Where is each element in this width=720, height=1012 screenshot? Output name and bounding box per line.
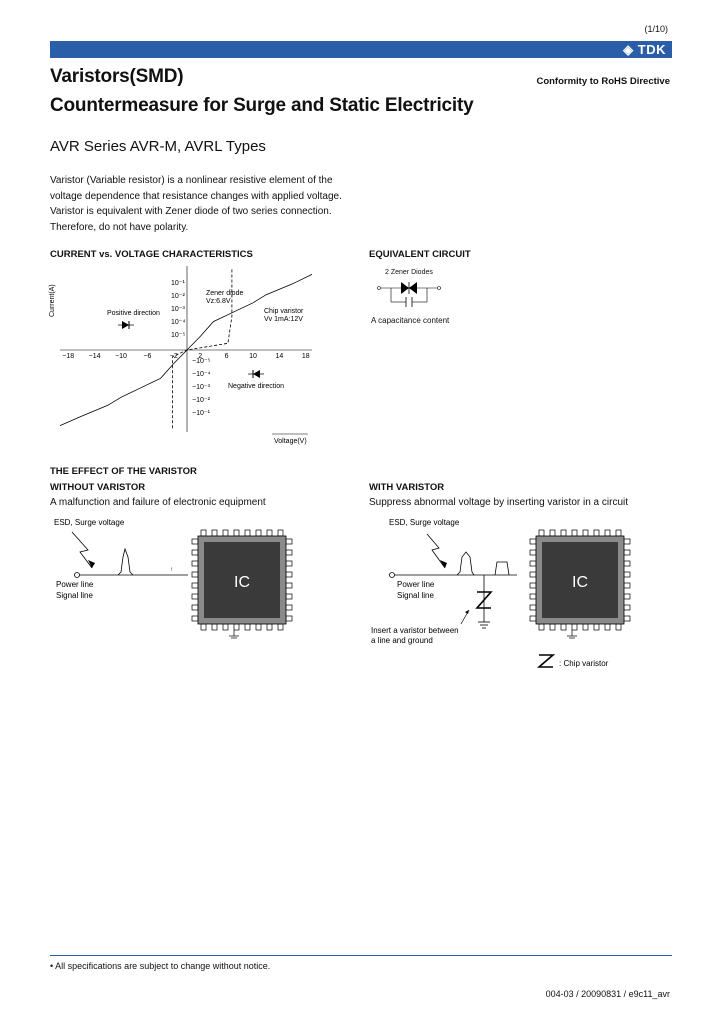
ic-pin: [605, 624, 610, 630]
y-tick: −10⁻⁵: [192, 358, 211, 365]
surge-bolt-icon: [72, 532, 92, 568]
clamped-pulse: [495, 562, 509, 575]
ic-pin: [192, 572, 198, 577]
ic-pin: [530, 572, 536, 577]
insert-varistor-line1: Insert a varistor between: [371, 626, 459, 635]
power-line-label: Power line: [56, 580, 94, 589]
insert-varistor-line2: a line and ground: [371, 636, 433, 645]
ic-pin: [530, 550, 536, 555]
ic-pin: [539, 624, 544, 630]
chip-varistor-legend: : Chip varistor: [559, 659, 609, 668]
tdk-logo: [623, 41, 670, 58]
ic-pin: [286, 539, 292, 544]
with-varistor-heading: WITH VARISTOR: [369, 482, 445, 493]
equivalent-circuit-heading: EQUIVALENT CIRCUIT: [369, 249, 471, 260]
ic-pin: [594, 624, 599, 630]
x-tick: 14: [275, 353, 284, 360]
y-axis-label: Current(A): [49, 284, 56, 317]
ic-pin: [561, 624, 566, 630]
ic-pin: [539, 530, 544, 536]
y-tick: 10⁻²: [171, 293, 185, 300]
x-ticks: [62, 353, 310, 360]
diode-icon-positive: [118, 321, 134, 329]
ic-pin: [583, 530, 588, 536]
ic-pin: [267, 624, 272, 630]
ic-pin: [530, 594, 536, 599]
power-line-label: Power line: [397, 580, 435, 589]
ic-pin: [624, 539, 630, 544]
arrow-icon: ↑: [170, 567, 173, 573]
ic-pin: [286, 605, 292, 610]
x-tick: −6: [143, 353, 152, 360]
footer-note: • All specifications are subject to change without notice.: [50, 961, 271, 971]
positive-direction-label: Positive direction: [107, 310, 160, 317]
ic-pin: [245, 530, 250, 536]
ic-pin: [286, 572, 292, 577]
ic-pin: [572, 624, 577, 630]
ic-pin: [278, 530, 283, 536]
ic-pin: [192, 550, 198, 555]
without-varistor-heading: WITHOUT VARISTOR: [50, 482, 146, 493]
ic-pin: [286, 616, 292, 621]
without-varistor-description: A malfunction and failure of electronic equipment: [50, 497, 266, 508]
ic-pin: [192, 539, 198, 544]
ic-pin: [624, 605, 630, 610]
ic-pin: [223, 624, 228, 630]
zener-diode-label: Zener diode: [206, 290, 244, 297]
ic-pin: [192, 605, 198, 610]
ic-pin: [286, 583, 292, 588]
ic-pin: [530, 605, 536, 610]
ic-pin: [192, 561, 198, 566]
intro-line: Varistor (Variable resistor) is a nonlinear resistive element of the: [50, 175, 333, 186]
ic-label: IC: [234, 574, 250, 591]
rohs-label: Conformity to RoHS Directive: [536, 76, 670, 87]
y-tick: 10⁻⁴: [171, 319, 186, 326]
ic-pin: [605, 530, 610, 536]
ic-pin: [234, 624, 239, 630]
series-title: AVR Series AVR-M, AVRL Types: [50, 138, 266, 155]
y-tick: 10⁻³: [171, 306, 185, 313]
ic-pin: [192, 616, 198, 621]
x-tick: −14: [88, 353, 101, 360]
document-id: 004-03 / 20090831 / e9c11_avr: [545, 989, 670, 999]
ic-pin: [192, 594, 198, 599]
surge-label: ESD, Surge voltage: [389, 518, 460, 527]
ic-pin: [223, 530, 228, 536]
ic-pin: [572, 530, 577, 536]
ic-pin: [561, 530, 566, 536]
ic-pin: [256, 530, 261, 536]
chip-varistor-label: Chip varistor: [264, 308, 304, 315]
signal-line-label: Signal line: [56, 591, 93, 600]
ic-pin: [624, 594, 630, 599]
x-tick: 18: [301, 353, 310, 360]
ic-pin: [256, 624, 261, 630]
intro-line: voltage dependence that resistance changes with applied voltage.: [50, 190, 342, 202]
ic-pin: [530, 561, 536, 566]
x-tick: 10: [249, 353, 257, 360]
ic-pin: [624, 616, 630, 621]
ic-pin: [583, 624, 588, 630]
ic-label: IC: [572, 574, 588, 591]
surge-pulse: [118, 549, 133, 575]
ic-pin: [192, 583, 198, 588]
y-tick: −10⁻⁴: [192, 371, 211, 378]
x-axis-label: Voltage(V): [274, 438, 307, 445]
ic-pin: [286, 594, 292, 599]
x-tick: −10: [115, 353, 127, 360]
with-varistor-description: Suppress abnormal voltage by inserting varistor in a circuit: [369, 497, 629, 508]
ic-pin: [594, 530, 599, 536]
effect-heading: THE EFFECT OF THE VARISTOR: [50, 466, 197, 477]
ic-pin: [624, 561, 630, 566]
ic-pin: [286, 550, 292, 555]
input-terminal: [390, 573, 395, 578]
page-subtitle: Countermeasure for Surge and Static Electricity: [50, 95, 474, 116]
surge-label: ESD, Surge voltage: [54, 518, 125, 527]
x-tick: 6: [224, 353, 229, 360]
x-tick: −18: [62, 353, 75, 360]
y-tick: −10⁻³: [192, 384, 210, 391]
chip-varistor-vv-label: Vv 1mA:12V: [264, 316, 303, 323]
ic-pin: [267, 530, 272, 536]
chip-varistor-legend-icon: [539, 655, 553, 667]
ic-pin: [530, 616, 536, 621]
negative-direction-label: Negative direction: [228, 383, 285, 390]
x-tick: 2: [198, 353, 203, 360]
y-tick: −10⁻¹: [192, 410, 210, 417]
intro-line: Varistor is equivalent with Zener diode of two series connection.: [50, 206, 332, 217]
ic-pin: [624, 550, 630, 555]
ic-pin: [212, 530, 217, 536]
input-terminal: [75, 573, 80, 578]
ic-pin: [286, 561, 292, 566]
ic-pin: [530, 539, 536, 544]
tdk-logo-mark: ◈: [623, 42, 638, 57]
ic-pin: [530, 583, 536, 588]
y-tick: 10⁻¹: [171, 280, 185, 287]
equivalent-circuit-diagram: [369, 278, 449, 314]
iv-chart-heading: CURRENT vs. VOLTAGE CHARACTERISTICS: [50, 249, 253, 260]
y-tick: −10⁻²: [192, 397, 210, 404]
ic-pin: [212, 624, 217, 630]
footer-rule: [50, 955, 672, 956]
tdk-logo-text: TDK: [637, 42, 666, 57]
ic-pin: [616, 624, 621, 630]
ic-pin: [616, 530, 621, 536]
y-tick: 10⁻⁵: [171, 332, 186, 339]
ic-pin: [550, 624, 555, 630]
surge-pulse: [457, 552, 474, 575]
ic-pin: [550, 530, 555, 536]
page-title: Varistors(SMD): [50, 66, 184, 87]
intro-paragraph: [50, 173, 390, 235]
iv-chart: [50, 262, 320, 447]
ic-pin: [624, 583, 630, 588]
zener-diodes-label: 2 Zener Diodes: [385, 269, 433, 276]
intro-line: Therefore, do not have polarity.: [50, 221, 189, 233]
signal-line-label: Signal line: [397, 591, 434, 600]
diode-icon-negative: [248, 370, 264, 378]
with-varistor-diagram: [369, 512, 639, 677]
without-varistor-diagram: [50, 512, 310, 652]
ic-pin: [201, 530, 206, 536]
ic-pin: [201, 624, 206, 630]
zener-vz-label: Vz:6.8V: [206, 298, 231, 305]
header-bar: [50, 41, 672, 58]
capacitance-label: A capacitance content: [371, 316, 450, 325]
ic-pin: [624, 572, 630, 577]
page-number: (1/10): [644, 24, 668, 34]
x-tick: −2: [169, 353, 178, 360]
ic-pin: [278, 624, 283, 630]
ic-pin: [245, 624, 250, 630]
ic-pin: [234, 530, 239, 536]
